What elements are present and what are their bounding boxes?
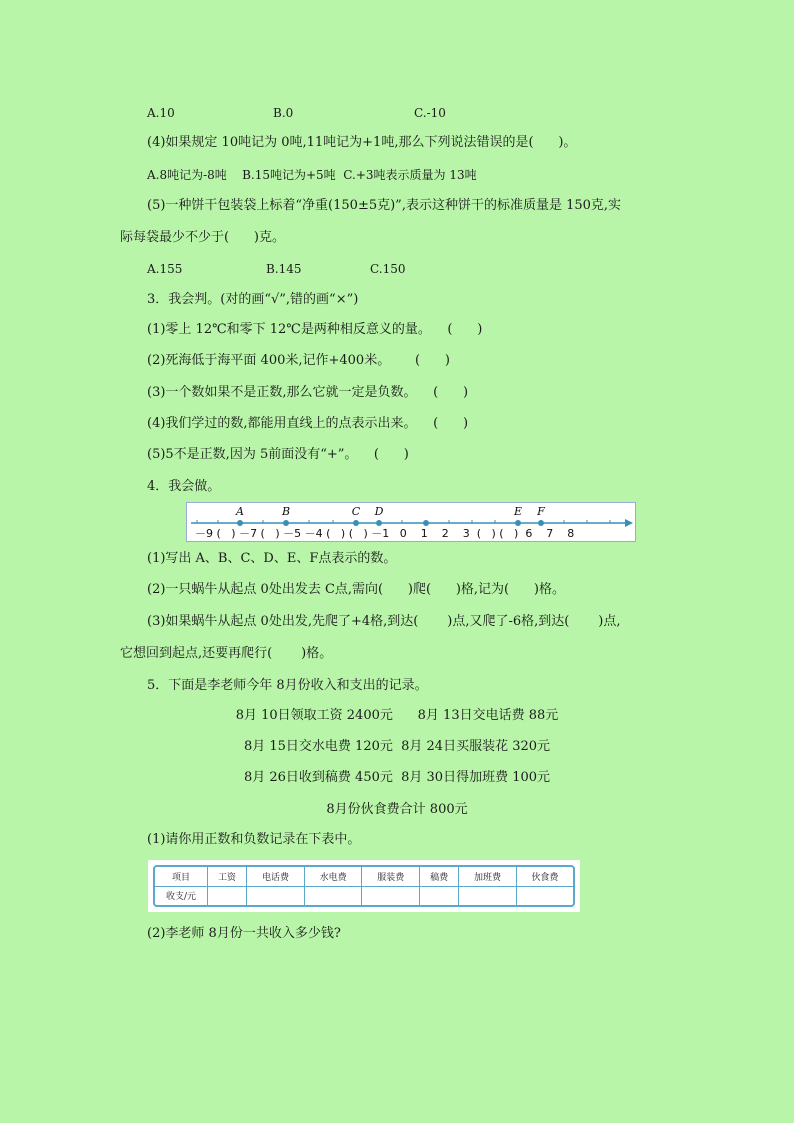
point-d [376, 520, 382, 526]
section-5-q2: (2)李老师 8月份一共收入多少钱? [147, 926, 341, 941]
record-line-2: 8月 15日交水电费 120元 8月 24日买服装花 320元 [243, 739, 551, 754]
record-line-3: 8月 26日收到稿费 450元 8月 30日得加班费 100元 [243, 770, 551, 785]
table-header: 电话费 [247, 867, 305, 886]
answer-cell[interactable] [247, 886, 305, 905]
section-4-q2: (2)一只蜗牛从起点 0处出发去 C点,需向( )爬( )格,记为( )格。 [147, 582, 565, 597]
section-5-title: 5．下面是李老师今年 8月份收入和支出的记录。 [147, 678, 428, 693]
table-row-label: 收支/元 [155, 886, 208, 905]
answer-cell[interactable] [208, 886, 247, 905]
section-3-title: 3．我会判。(对的画“√”,错的画“×”) [147, 292, 359, 307]
table-header: 伙食费 [516, 867, 573, 886]
q5-option-b: B.145 [266, 262, 302, 276]
q5-option-c: C.150 [370, 262, 406, 276]
table-header: 稿费 [420, 867, 459, 886]
point-e [515, 520, 521, 526]
number-line-arrow [625, 519, 633, 527]
section-4-q3-line1: (3)如果蜗牛从起点 0处出发,先爬了+4格,到达( )点,又爬了-6格,到达( )点, [147, 614, 621, 629]
answer-cell[interactable] [459, 886, 517, 905]
number-line-figure [186, 502, 636, 542]
label-d: D [374, 505, 384, 518]
label-b: B [281, 505, 291, 518]
point-f [538, 520, 544, 526]
point-zero [423, 520, 429, 526]
judge-item-5: (5)5不是正数,因为 5前面没有“+”。 ( ) [147, 447, 409, 462]
question-5-stem-line1: (5)一种饼干包装袋上标着“净重(150±5克)”,表示这种饼干的标准质量是 150克,实 [147, 198, 622, 213]
option-a: A.10 [147, 106, 175, 120]
answer-cell[interactable] [304, 886, 362, 905]
point-b [283, 520, 289, 526]
label-c: C [351, 505, 361, 518]
point-a [237, 520, 243, 526]
judge-item-2: (2)死海低于海平面 400米,记作+400米。 ( ) [147, 353, 450, 368]
judge-item-1: (1)零上 12℃和零下 12℃是两种相反意义的量。 ( ) [147, 322, 483, 337]
point-c [353, 520, 359, 526]
answer-cell[interactable] [362, 886, 420, 905]
table-header: 工资 [208, 867, 247, 886]
table-header: 加班费 [459, 867, 517, 886]
table-row [155, 886, 573, 905]
q5-option-a: A.155 [147, 262, 183, 276]
question-4-options: A.8吨记为-8吨 B.15吨记为+5吨 C.+3吨表示质量为 13吨 [147, 168, 477, 182]
record-line-1: 8月 10日领取工资 2400元 8月 13日交电话费 88元 [235, 708, 559, 723]
question-5-stem-line2: 际每袋最少不少于( )克。 [120, 230, 285, 245]
label-e: E [513, 505, 523, 518]
answer-cell[interactable] [516, 886, 573, 905]
table-header: 水电费 [304, 867, 362, 886]
table-header-row [155, 867, 573, 886]
judge-item-4: (4)我们学过的数,都能用直线上的点表示出来。 ( ) [147, 416, 469, 431]
table-header: 服装费 [362, 867, 420, 886]
section-4-title: 4．我会做。 [147, 479, 221, 494]
label-a: A [236, 505, 244, 518]
table-header: 项目 [155, 867, 208, 886]
section-4-q3-line2: 它想回到起点,还要再爬行( )格。 [120, 646, 333, 661]
label-f: F [537, 505, 545, 518]
section-4-q1: (1)写出 A、B、C、D、E、F点表示的数。 [147, 551, 397, 566]
number-line-labels: －9 ( ) －7 ( ) －5 －4 ( ) ( ) －1 0 1 2 3 ( ) ( ) 6 7 8 [195, 527, 575, 540]
section-5-q1: (1)请你用正数和负数记录在下表中。 [147, 832, 361, 847]
income-expense-table [148, 860, 580, 912]
option-b: B.0 [273, 106, 294, 120]
question-4-stem: (4)如果规定 10吨记为 0吨,11吨记为+1吨,那么下列说法错误的是( )。 [147, 135, 577, 150]
record-line-4: 8月份伙食费合计 800元 [326, 802, 468, 817]
number-line-svg [187, 503, 635, 541]
option-c: C.-10 [414, 106, 446, 120]
answer-cell[interactable] [420, 886, 459, 905]
judge-item-3: (3)一个数如果不是正数,那么它就一定是负数。 ( ) [147, 385, 469, 400]
